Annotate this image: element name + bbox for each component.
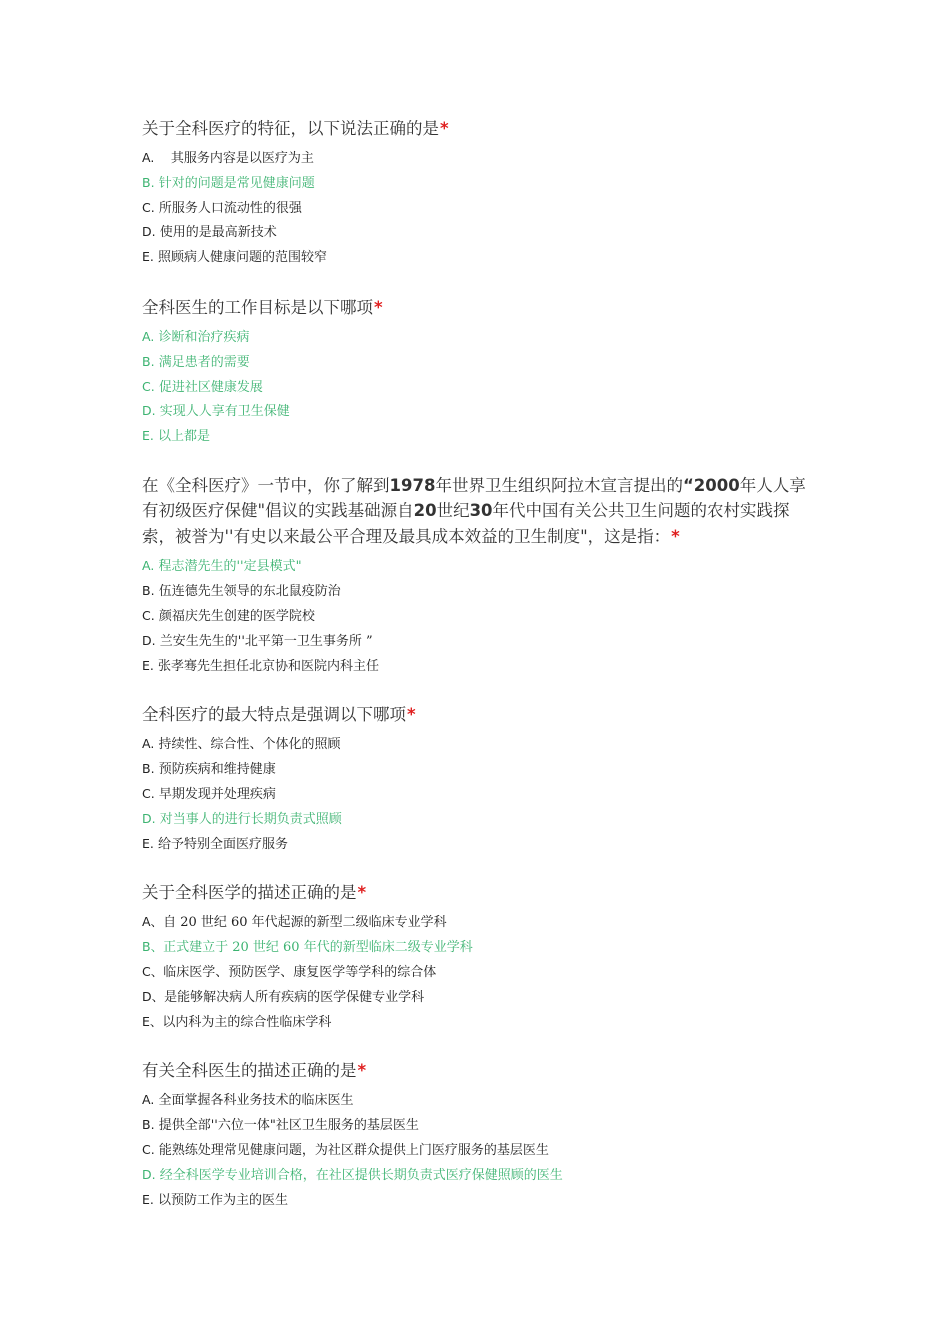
required-mark: * (357, 1061, 367, 1081)
option-a[interactable] (142, 554, 822, 579)
option-text: 所服务人口流动性的很强 (158, 200, 302, 216)
option-d[interactable] (142, 807, 822, 832)
option-e[interactable] (142, 832, 822, 857)
option-letter: B. (142, 583, 155, 599)
option-text: 能熟练处理常见健康问题，为社区群众提供上门医疗服务的基层医生 (158, 1143, 549, 1159)
option-letter: D. (142, 403, 156, 419)
question-title (142, 880, 822, 905)
title-text: 世纪 (436, 501, 470, 521)
option-list (142, 146, 822, 270)
option-text: 针对的问题是常见健康问题 (158, 175, 315, 191)
option-letter: C. (142, 199, 155, 215)
option-letter: E. (142, 657, 154, 673)
option-text: 使用的是最高新技术 (159, 225, 277, 241)
option-letter: D、 (142, 988, 165, 1004)
option-letter: B. (142, 353, 155, 369)
question-title (142, 1058, 822, 1083)
title-number: 30 (469, 501, 493, 521)
option-c[interactable] (142, 960, 822, 985)
option-list (142, 910, 822, 1034)
required-mark: * (357, 883, 367, 903)
title-text: 年代中国有关公共卫生问题的农村实践探索，被誉为''有史以来最公平合理及最具成本效益的卫生制度"，这是指： (142, 501, 790, 546)
option-letter: B. (142, 761, 155, 777)
option-text: 伍连德先生领导的东北鼠疫防治 (158, 584, 341, 600)
option-text: 颜福庆先生创建的医学院校 (158, 609, 315, 625)
question-title (142, 295, 822, 320)
option-a[interactable] (142, 732, 822, 757)
option-letter: A. (142, 558, 155, 574)
option-text: 满足患者的需要 (158, 354, 250, 370)
option-d[interactable] (142, 220, 822, 245)
option-e[interactable] (142, 1010, 822, 1035)
title-number: 1978 (389, 475, 436, 495)
option-a[interactable] (142, 146, 822, 171)
option-text: 以内科为主的综合性临床学科 (162, 1014, 332, 1030)
option-d[interactable] (142, 985, 822, 1010)
option-text: 照顾病人健康问题的范围较窄 (158, 250, 328, 266)
required-mark: * (374, 297, 383, 317)
question-title (142, 702, 822, 727)
question-title-text: 关于全科医学的描述正确的是 (142, 883, 357, 903)
option-letter: A. (142, 1092, 155, 1108)
option-text: 兰安生先生的''北平第一卫生事务所 ” (159, 633, 373, 649)
option-text: 是能够解决病人所有疾病的医学保健专业学科 (164, 989, 425, 1005)
option-letter: E. (142, 835, 154, 851)
option-letter: E、 (142, 1013, 163, 1029)
option-letter: D. (142, 632, 156, 648)
option-letter: A. (142, 736, 155, 752)
option-a[interactable] (142, 910, 822, 935)
question-title-text: 有关全科医生的描述正确的是 (142, 1061, 357, 1081)
option-letter: B. (142, 174, 155, 190)
question-2 (142, 295, 822, 449)
option-letter: E. (142, 249, 154, 265)
option-text: 预防疾病和维持健康 (158, 762, 276, 778)
question-6 (142, 1058, 822, 1212)
option-letter: E. (142, 1191, 154, 1207)
option-b[interactable] (142, 579, 822, 604)
option-text: 以预防工作为主的医生 (158, 1192, 289, 1208)
option-text: 对当事人的进行长期负责式照顾 (159, 811, 342, 827)
required-mark: * (407, 705, 416, 725)
option-c[interactable] (142, 1138, 822, 1163)
option-list (142, 325, 822, 449)
option-list (142, 732, 822, 856)
question-3 (142, 473, 822, 678)
option-letter: C. (142, 378, 155, 394)
required-mark: * (440, 119, 449, 138)
question-title-text: 全科医生的工作目标是以下哪项 (142, 297, 373, 317)
option-letter: D. (142, 224, 156, 240)
option-letter: A. (142, 328, 155, 344)
option-text: 给予特别全面医疗服务 (158, 836, 289, 852)
option-letter: E. (142, 428, 154, 444)
option-e[interactable] (142, 424, 822, 449)
option-d[interactable] (142, 399, 822, 424)
option-b[interactable] (142, 350, 822, 375)
option-letter: D. (142, 810, 156, 826)
option-text: 程志潜先生的''定县模式" (158, 559, 302, 575)
option-c[interactable] (142, 782, 822, 807)
option-list (142, 554, 822, 678)
option-b[interactable] (142, 1113, 822, 1138)
option-e[interactable] (142, 245, 822, 270)
option-text: 诊断和治疗疾病 (158, 329, 250, 345)
question-title-text: 关于全科医疗的特征，以下说法正确的是 (142, 119, 439, 138)
option-d[interactable] (142, 1163, 822, 1188)
option-letter: C. (142, 608, 155, 624)
option-letter: B. (142, 1117, 155, 1133)
option-text: 其服务内容是以医疗为主 (158, 151, 314, 166)
option-text: 实现人人享有卫生保健 (159, 404, 290, 420)
option-letter: C. (142, 786, 155, 802)
title-text: 年世界卫生组织阿拉木宣言提出的 (435, 475, 683, 495)
question-title-text: 全科医疗的最大特点是强调以下哪项 (142, 705, 406, 725)
option-letter: C、 (142, 964, 164, 980)
option-b[interactable] (142, 171, 822, 196)
option-d[interactable] (142, 629, 822, 654)
option-c[interactable] (142, 604, 822, 629)
option-list (142, 1088, 822, 1212)
option-text: 正式建立于 20 世纪 60 年代的新型临床二级专业学科 (163, 940, 473, 956)
option-text: 经全科医学专业培训合格，在社区提供长期负责式医疗保健照顾的医生 (159, 1167, 563, 1183)
quiz-document (142, 116, 822, 1212)
question-4 (142, 702, 822, 856)
option-letter: C. (142, 1142, 155, 1158)
title-number: 20 (413, 501, 437, 521)
option-text: 全面掌握各科业务技术的临床医生 (158, 1093, 354, 1109)
option-b[interactable] (142, 757, 822, 782)
title-text: 在《全科医疗》一节中，你了解到 (142, 475, 390, 495)
option-text: 以上都是 (158, 429, 211, 445)
option-text: 持续性、综合性、个体化的照顾 (158, 737, 341, 753)
option-letter: D. (142, 1166, 156, 1182)
option-c[interactable] (142, 375, 822, 400)
option-letter: B、 (142, 939, 164, 955)
option-e[interactable] (142, 654, 822, 679)
option-text: 提供全部''六位一体"社区卫生服务的基层医生 (158, 1118, 419, 1134)
option-letter: A、 (142, 914, 164, 930)
title-text: 年人人享有初级医疗保健"倡议的实践基础源自 (142, 475, 806, 521)
option-letter: A. (142, 150, 155, 165)
option-text: 张孝骞先生担任北京协和医院内科主任 (158, 658, 380, 674)
option-text: 自 20 世纪 60 年代起源的新型二级临床专业学科 (163, 915, 447, 931)
option-a[interactable] (142, 325, 822, 350)
option-a[interactable] (142, 1088, 822, 1113)
required-mark: * (671, 526, 680, 546)
option-c[interactable] (142, 196, 822, 221)
question-1 (142, 116, 822, 270)
option-text: 促进社区健康发展 (158, 379, 263, 395)
question-5 (142, 880, 822, 1034)
title-number: “2000 (682, 475, 740, 495)
question-title (142, 473, 822, 550)
option-text: 早期发现并处理疾病 (158, 787, 276, 803)
question-title (142, 116, 822, 141)
option-text: 临床医学、预防医学、康复医学等学科的综合体 (163, 965, 437, 981)
option-e[interactable] (142, 1188, 822, 1213)
option-b[interactable] (142, 935, 822, 960)
